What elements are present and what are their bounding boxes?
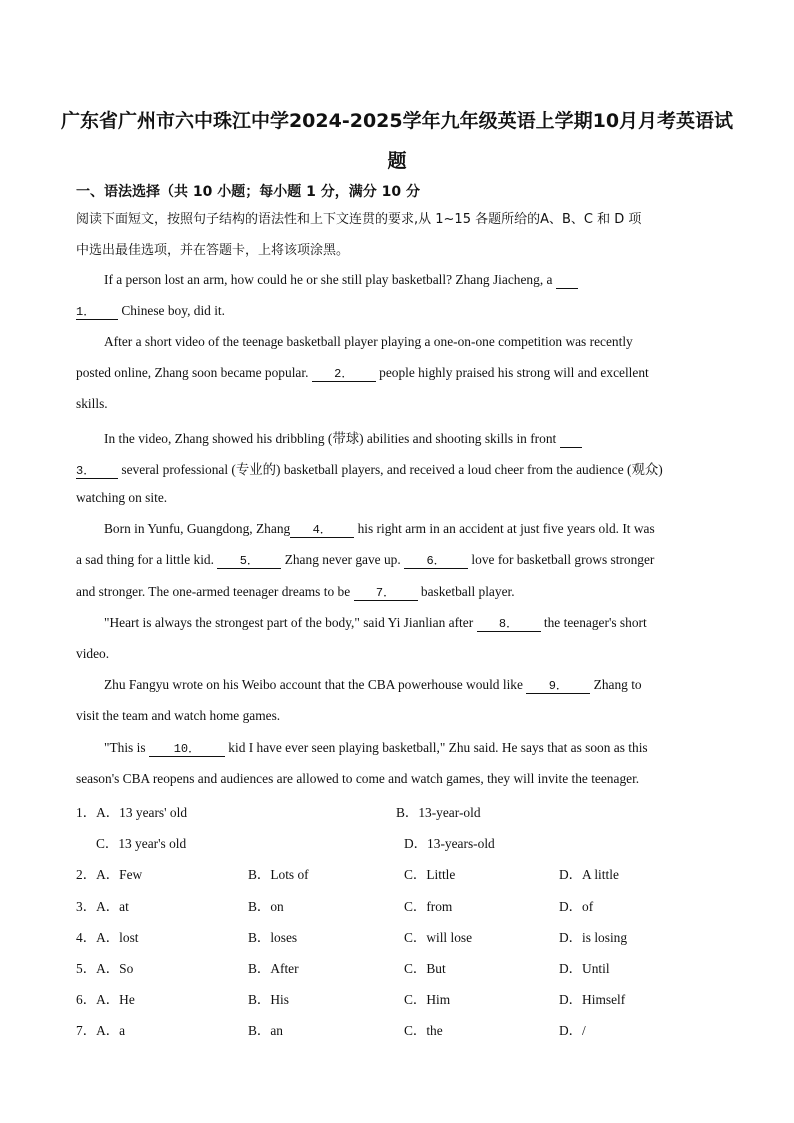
option-d[interactable]: D．A little [559, 867, 619, 882]
blank-7: 7． [354, 586, 418, 601]
option-a[interactable]: A．a [96, 1023, 126, 1038]
passage-text: kid I have ever seen playing basketball," Zhu said. He says that as soon as this [228, 740, 648, 755]
option-d[interactable]: D．Until [559, 961, 610, 976]
passage-line [76, 365, 649, 382]
instructions-line-1: 阅读下面短文，按照句子结构的语法性和上下文连贯的要求,从 1~15 各题所给的A、B、C 和 D 项 [76, 212, 642, 227]
option-c[interactable]: C．Little [404, 867, 456, 882]
blank-6: 6． [404, 554, 468, 569]
passage-line: season's CBA reopens and audiences are allowed to come and watch games, they will invite the teenager. [76, 771, 640, 786]
question-number: 7． [76, 1023, 97, 1038]
passage-text: In the video, Zhang showed his dribbling (带球) abilities and shooting skills in front [104, 431, 557, 446]
blank-1: 1． [76, 305, 118, 320]
passage-line [104, 521, 655, 538]
passage-line [76, 552, 654, 569]
option-b[interactable]: B．Lots of [248, 867, 309, 882]
option-b[interactable]: B．13-year-old [396, 805, 481, 820]
blank-10: 10． [149, 742, 225, 757]
option-a[interactable]: A．He [96, 992, 135, 1007]
question-1 [76, 802, 187, 821]
passage-text: posted online, Zhang soon became popular. [76, 365, 309, 380]
question-3 [76, 896, 129, 915]
question-5 [76, 958, 133, 977]
option-a[interactable]: A．13 years' old [96, 805, 188, 820]
option-c[interactable]: C．will lose [404, 930, 473, 945]
passage-line [104, 272, 578, 289]
option-c[interactable]: C．13 year's old [96, 836, 187, 851]
page-title-line-2: 题 [387, 150, 407, 172]
passage-line: visit the team and watch home games. [76, 708, 281, 723]
passage-text: several professional (专业的) basketball players, and received a loud cheer from the audience (观众) [121, 462, 663, 477]
passage-text: and stronger. The one-armed teenager dreams to be [76, 584, 351, 599]
blank-9: 9． [526, 679, 590, 694]
option-b[interactable]: B．His [248, 992, 289, 1007]
blank-5: 5． [217, 554, 281, 569]
passage-text: Zhang to [593, 677, 642, 692]
passage-text: his right arm in an accident at just five years old. It was [357, 521, 655, 536]
passage-text: If a person lost an arm, how could he or she still play basketball? Zhang Jiacheng, a [104, 272, 553, 287]
option-d[interactable]: D．13-years-old [404, 836, 495, 851]
passage-text: the teenager's short [543, 615, 647, 630]
passage-line [76, 459, 663, 479]
question-number: 1． [76, 805, 97, 820]
option-a[interactable]: A．lost [96, 930, 139, 945]
passage-text: Born in Yunfu, Guangdong, Zhang [104, 521, 291, 536]
option-c[interactable]: C．Him [404, 992, 451, 1007]
passage-line: skills. [76, 396, 108, 411]
question-7 [76, 1020, 125, 1039]
passage-line: watching on site. [76, 490, 168, 505]
passage-line [76, 584, 515, 601]
passage-text: Zhu Fangyu wrote on his Weibo account that the CBA powerhouse would like [104, 677, 523, 692]
passage-line: After a short video of the teenage basketball player playing a one-on-one competition was recently [104, 334, 633, 349]
question-4 [76, 927, 139, 946]
option-b[interactable]: B．on [248, 899, 284, 914]
question-2 [76, 864, 142, 883]
passage-text: a sad thing for a little kid. [76, 552, 214, 567]
passage-text: love for basketball grows stronger [471, 552, 655, 567]
passage-text: Chinese boy, did it. [121, 303, 226, 318]
option-d[interactable]: D．/ [559, 1023, 586, 1038]
option-c[interactable]: C．from [404, 899, 453, 914]
question-number: 5． [76, 961, 97, 976]
instructions-line-2: 中选出最佳选项，并在答题卡，上将该项涂黑。 [76, 243, 350, 258]
question-number: 4． [76, 930, 97, 945]
blank-4: 4． [290, 523, 354, 538]
passage-text: basketball player. [420, 584, 515, 599]
option-a[interactable]: A．at [96, 899, 129, 914]
page-title-line-1: 广东省广州市六中珠江中学2024-2025学年九年级英语上学期10月月考英语试 [60, 110, 734, 132]
option-b[interactable]: B．loses [248, 930, 298, 945]
question-number: 6． [76, 992, 97, 1007]
question-number: 2． [76, 867, 97, 882]
option-c[interactable]: C．But [404, 961, 446, 976]
blank-1-start [556, 274, 578, 289]
option-b[interactable]: B．After [248, 961, 299, 976]
passage-text: "This is [104, 740, 146, 755]
blank-2: 2． [312, 367, 376, 382]
option-a[interactable]: A．So [96, 961, 134, 976]
section-heading: 一、语法选择（共 10 小题；每小题 1 分，满分 10 分 [76, 184, 420, 200]
option-c[interactable]: C．the [404, 1023, 443, 1038]
option-a[interactable]: A．Few [96, 867, 143, 882]
blank-3-start [560, 433, 582, 448]
passage-line [104, 740, 648, 757]
option-d[interactable]: D．is losing [559, 930, 628, 945]
question-6 [76, 989, 135, 1008]
blank-3: 3． [76, 464, 118, 479]
passage-line [76, 303, 225, 320]
blank-8: 8． [477, 617, 541, 632]
passage-text: people highly praised his strong will and excellent [379, 365, 649, 380]
passage-text: "Heart is always the strongest part of the body," said Yi Jianlian after [104, 615, 474, 630]
option-d[interactable]: D．Himself [559, 992, 626, 1007]
option-d[interactable]: D．of [559, 899, 594, 914]
passage-line [104, 428, 582, 448]
question-number: 3． [76, 899, 97, 914]
passage-line [104, 615, 647, 632]
passage-line [104, 677, 642, 694]
passage-line: video. [76, 646, 110, 661]
option-b[interactable]: B．an [248, 1023, 283, 1038]
passage-text: Zhang never gave up. [284, 552, 401, 567]
